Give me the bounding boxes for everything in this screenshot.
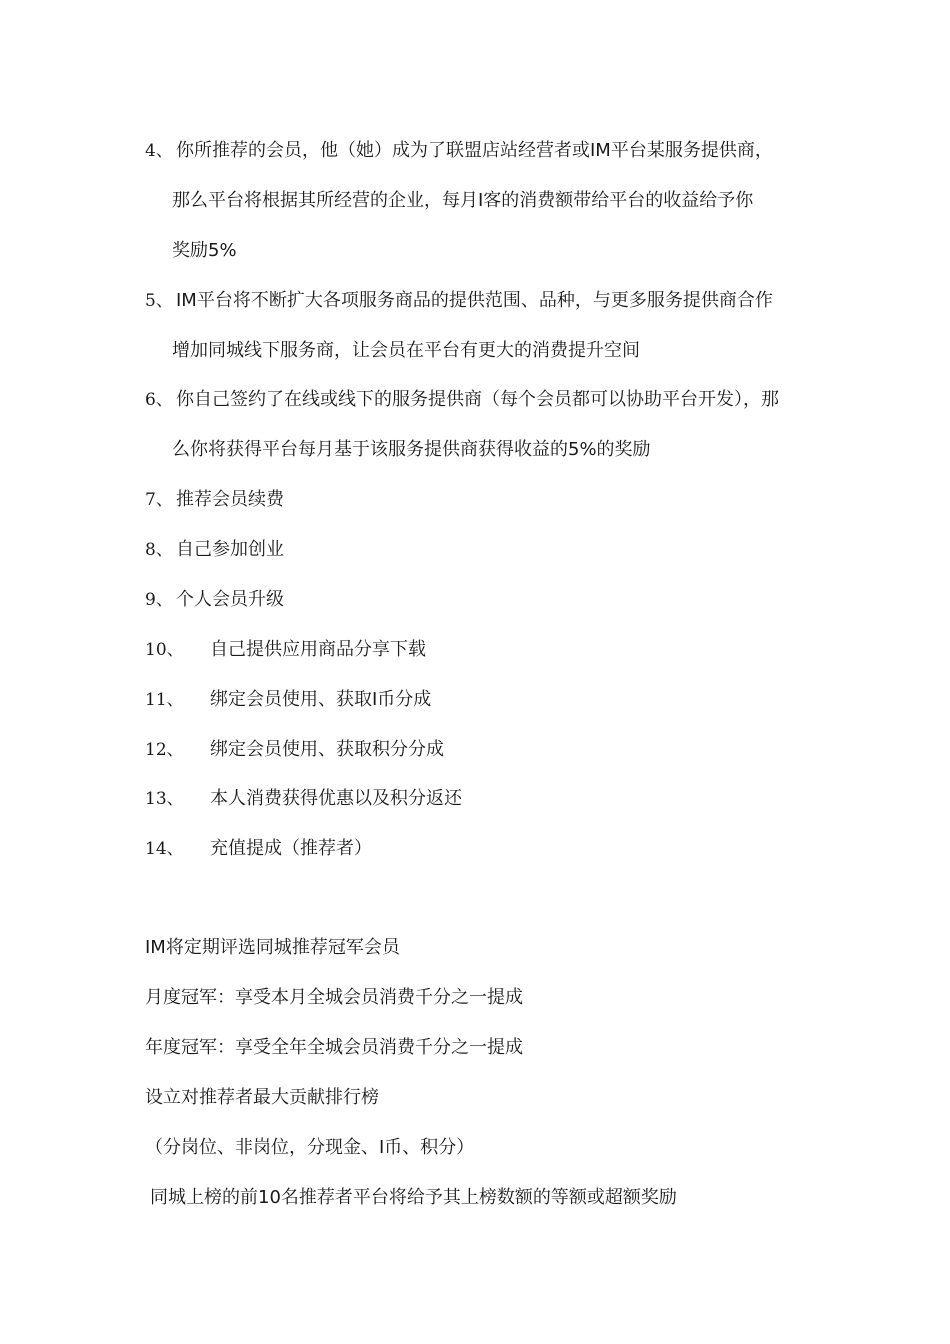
item-text-line: 增加同城线下服务商，让会员在平台有更大的消费提升空间 (172, 340, 640, 361)
item-number: 12、 (145, 740, 184, 760)
item-text-line: 那么平台将根据其所经营的企业，每月I客的消费额带给平台的收益给予你 (172, 190, 754, 211)
item-number: 4、 (145, 141, 173, 161)
ranking-note: （分岗位、非岗位，分现金、I币、积分） (145, 1137, 475, 1158)
champion-heading: IM将定期评选同城推荐冠军会员 (145, 937, 400, 958)
item-text-line: 充值提成（推荐者） (210, 838, 372, 859)
yearly-champion: 年度冠军：享受全年全城会员消费千分之一提成 (145, 1037, 523, 1058)
item-number: 13、 (145, 789, 184, 809)
item-text-line: 自己提供应用商品分享下载 (210, 639, 426, 660)
item-text-line: IM平台将不断扩大各项服务商品的提供范围、品种，与更多服务提供商合作 (176, 290, 773, 311)
item-number: 11、 (145, 690, 184, 710)
item-number: 9、 (145, 590, 173, 610)
item-number: 10、 (145, 640, 184, 660)
item-number: 8、 (145, 540, 173, 560)
item-text-line: 绑定会员使用、获取积分分成 (210, 739, 444, 760)
item-text-line: 自己参加创业 (176, 539, 284, 560)
top10-reward: 同城上榜的前10名推荐者平台将给予其上榜数额的等额或超额奖励 (150, 1187, 677, 1208)
item-text-line: 么你将获得平台每月基于该服务提供商获得收益的5%的奖励 (172, 439, 651, 460)
item-number: 6、 (145, 390, 173, 410)
item-text-line: 你所推荐的会员，他（她）成为了联盟店站经营者或IM平台某服务提供商， (176, 140, 773, 161)
item-number: 7、 (145, 490, 173, 510)
item-text-line: 个人会员升级 (176, 589, 284, 610)
monthly-champion: 月度冠军：享受本月全城会员消费千分之一提成 (145, 987, 523, 1008)
ranking-board: 设立对推荐者最大贡献排行榜 (145, 1087, 379, 1108)
item-text-line: 推荐会员续费 (176, 489, 284, 510)
item-number: 5、 (145, 291, 173, 311)
item-number: 14、 (145, 839, 184, 859)
item-text-line: 你自己签约了在线或线下的服务提供商（每个会员都可以协助平台开发），那 (176, 389, 779, 410)
item-text-line: 绑定会员使用、获取I币分成 (210, 689, 432, 710)
item-text-line: 本人消费获得优惠以及积分返还 (210, 788, 462, 809)
item-text-line: 奖励5% (172, 240, 237, 261)
